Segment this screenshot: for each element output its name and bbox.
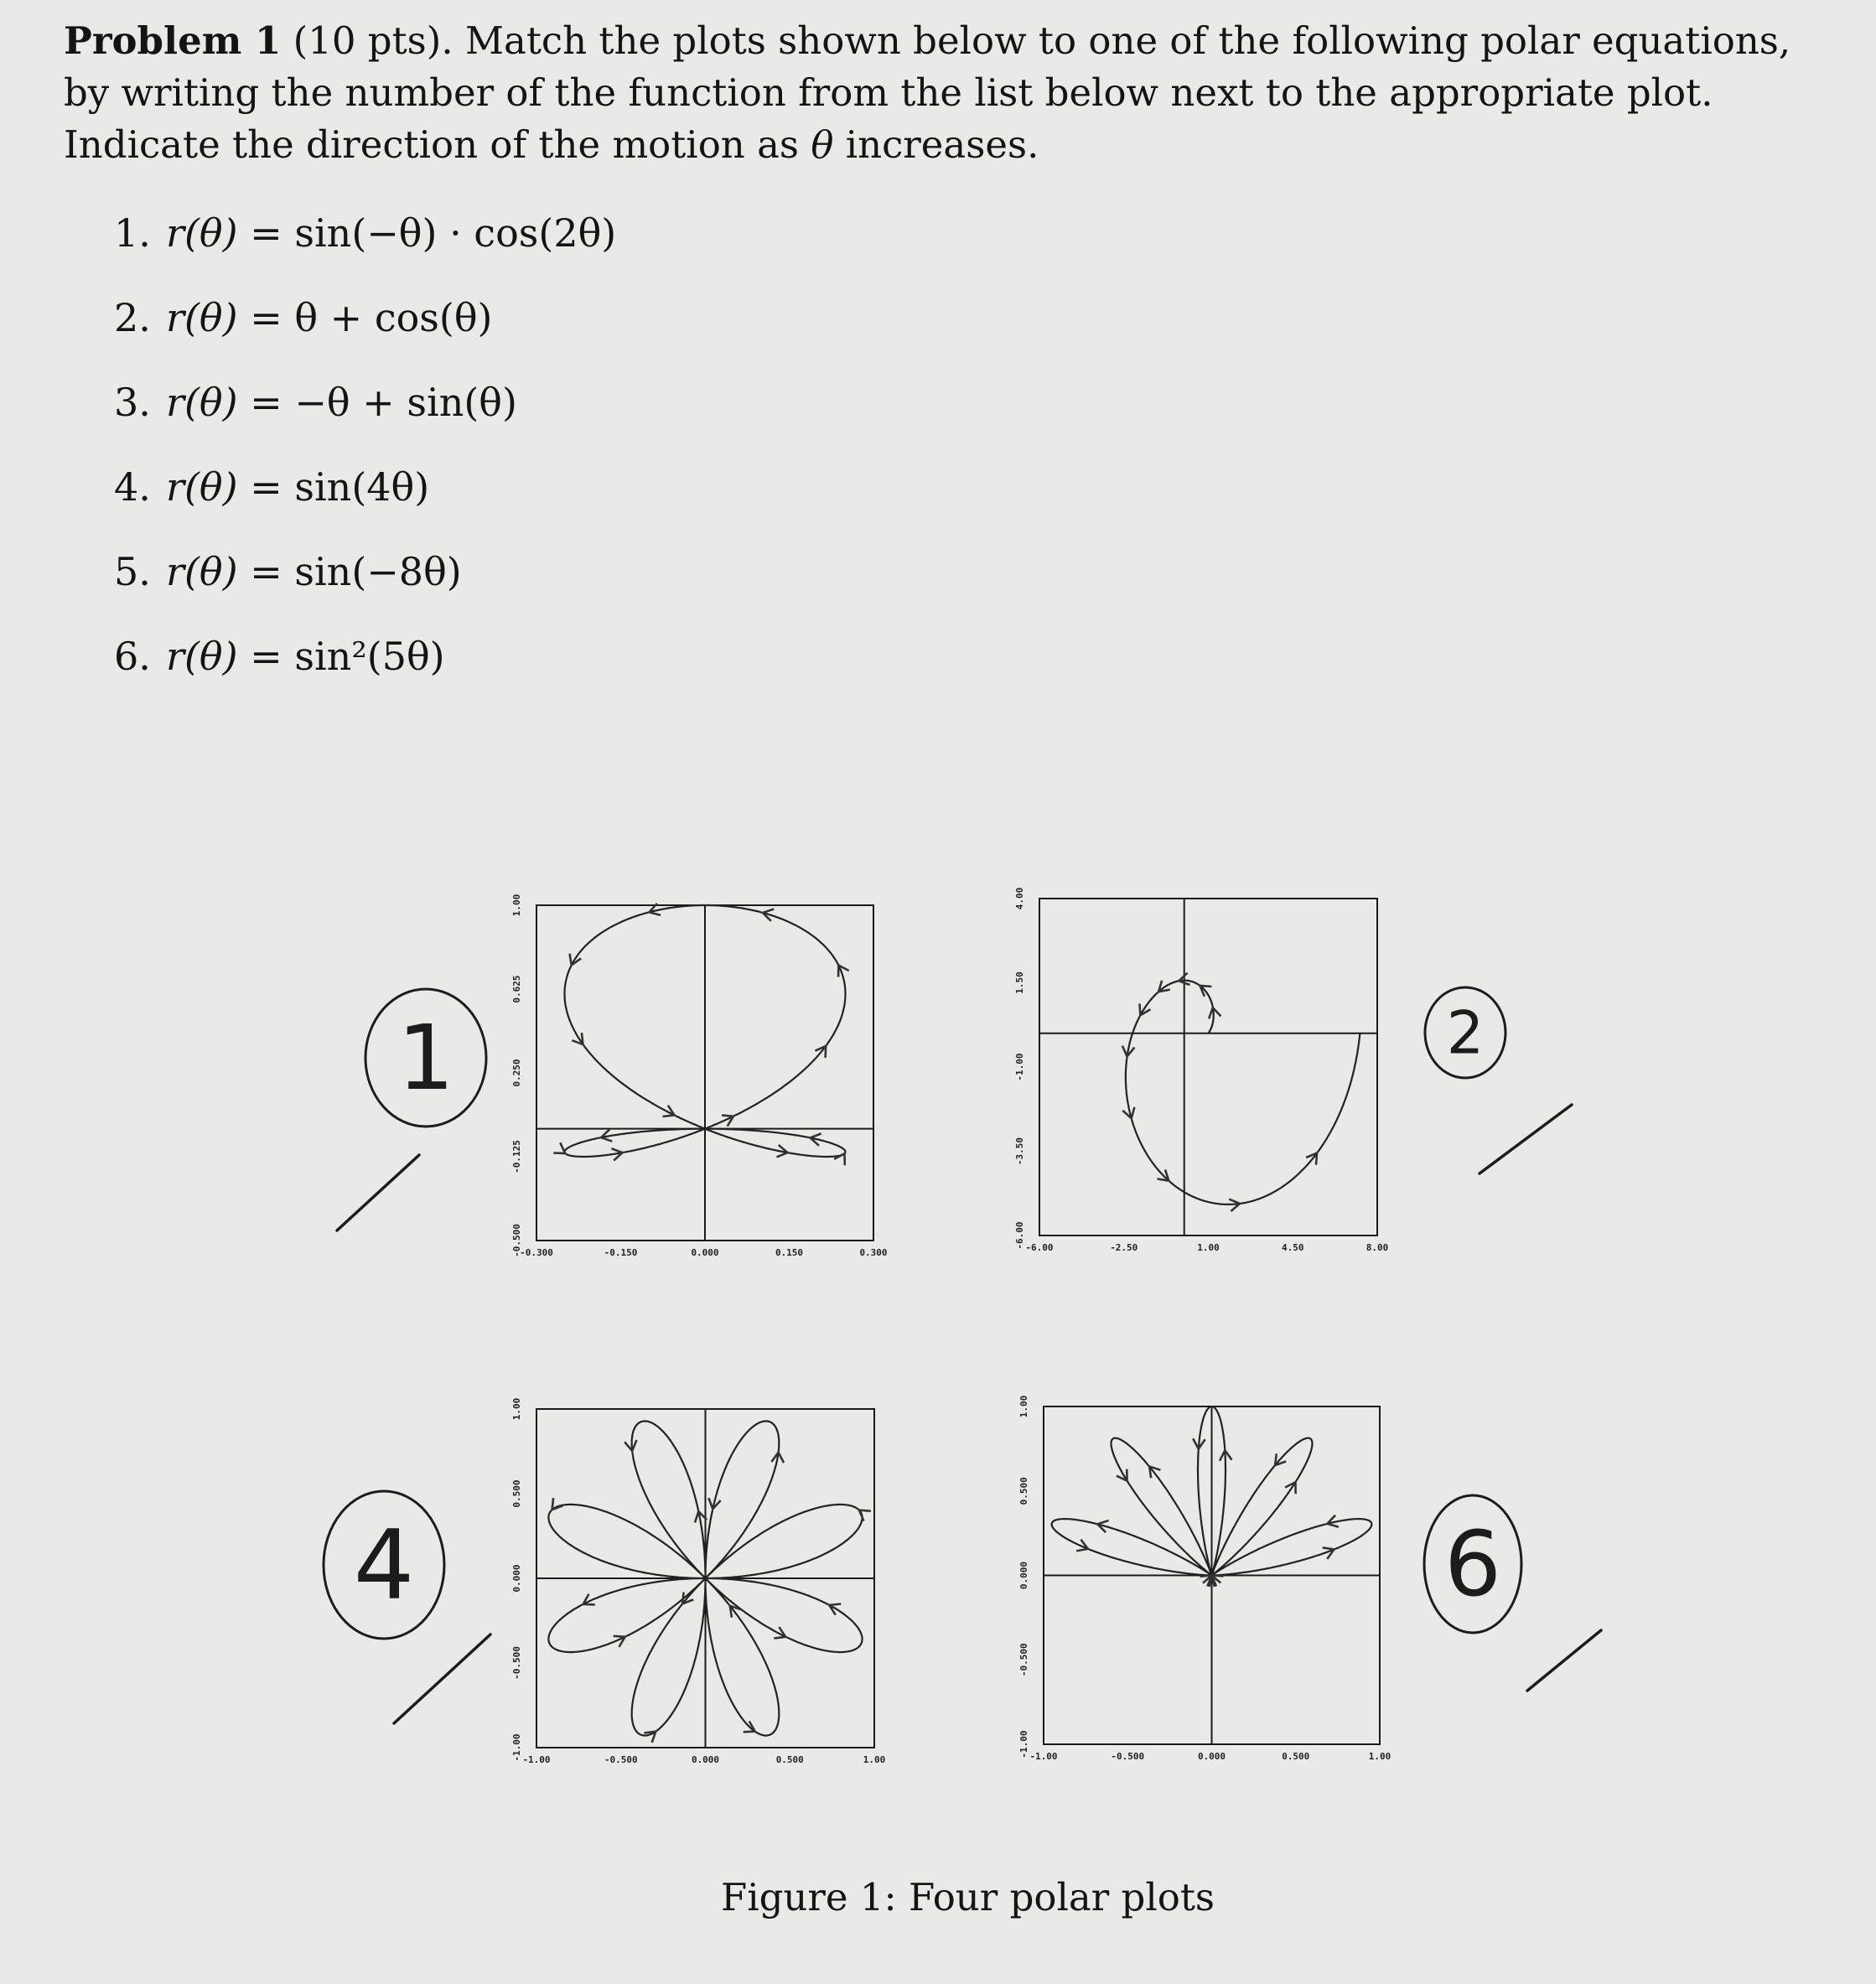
y-tick-label: -3.50 — [1014, 1137, 1025, 1166]
equation-number: 6. — [114, 634, 151, 679]
direction-arrow — [838, 966, 849, 977]
equation-lhs: r(θ) — [166, 380, 238, 425]
figure-caption: Figure 1: Four polar plots — [721, 1875, 1215, 1919]
polar-curve — [1126, 981, 1360, 1204]
y-tick-label: -1.00 — [1018, 1730, 1029, 1759]
x-tick-label: -2.50 — [1110, 1242, 1138, 1253]
polar-plot-1 — [337, 894, 888, 1258]
check-mark — [394, 1634, 490, 1723]
x-tick-label: -0.150 — [604, 1247, 638, 1258]
x-tick-label: 0.300 — [859, 1247, 888, 1258]
theta-symbol: θ — [811, 122, 834, 167]
y-tick-label: 0.250 — [511, 1059, 522, 1087]
equation-rhs: = sin(−θ) · cos(2θ) — [250, 210, 617, 256]
y-tick-label: -0.500 — [511, 1224, 522, 1257]
equation-number: 5. — [114, 549, 151, 594]
x-tick-label: 0.500 — [775, 1754, 804, 1765]
direction-arrow — [1285, 1482, 1296, 1494]
plot-frame — [1039, 899, 1377, 1235]
y-tick-label: -6.00 — [1014, 1221, 1025, 1250]
handwritten-plot-number: 2 — [1446, 998, 1485, 1068]
x-tick-label: 0.000 — [691, 1247, 719, 1258]
x-tick-label: -0.500 — [604, 1754, 638, 1765]
check-mark — [337, 1155, 419, 1230]
direction-arrow — [1140, 1003, 1151, 1015]
y-tick-label: 0.000 — [511, 1564, 522, 1593]
check-mark — [1480, 1105, 1572, 1173]
handwritten-plot-number: 1 — [396, 1006, 455, 1111]
direction-arrow — [859, 1510, 871, 1521]
polar-plot-4 — [1018, 1396, 1601, 1762]
equation-lhs: r(θ) — [166, 295, 238, 340]
x-tick-label: -6.00 — [1025, 1242, 1054, 1253]
x-tick-label: 1.00 — [863, 1754, 886, 1765]
x-tick-label: 0.000 — [1197, 1751, 1226, 1762]
x-tick-label: 1.00 — [1197, 1242, 1220, 1253]
problem-points: (10 pts). — [293, 18, 453, 63]
x-tick-label: 1.00 — [1368, 1751, 1391, 1762]
y-tick-label: 1.00 — [1018, 1395, 1029, 1418]
equation-lhs: r(θ) — [166, 464, 238, 510]
y-tick-label: 0.500 — [511, 1479, 522, 1508]
direction-arrow — [552, 1498, 563, 1510]
handwritten-plot-number: 6 — [1443, 1512, 1502, 1617]
y-tick-label: -0.500 — [511, 1646, 522, 1680]
problem-instructions-end: increases. — [833, 122, 1039, 167]
polar-plot-3 — [324, 1398, 885, 1765]
y-tick-label: 1.00 — [511, 1397, 522, 1421]
x-tick-label: -0.500 — [1111, 1751, 1145, 1762]
y-tick-label: 4.00 — [1014, 887, 1025, 910]
equation-rhs: = sin²(5θ) — [250, 634, 445, 679]
equation-rhs: = sin(4θ) — [250, 464, 430, 510]
x-tick-label: -1.00 — [1029, 1751, 1058, 1762]
y-tick-label: 0.000 — [1018, 1561, 1029, 1590]
equation-rhs: = sin(−8θ) — [250, 549, 462, 594]
x-tick-label: 0.500 — [1282, 1751, 1310, 1762]
problem-title: Problem 1 — [64, 18, 282, 63]
y-tick-label: 0.625 — [511, 975, 522, 1003]
equation-number: 4. — [114, 464, 151, 510]
x-tick-label: 0.000 — [691, 1754, 720, 1765]
y-tick-label: 0.500 — [1018, 1477, 1029, 1505]
x-tick-label: 4.50 — [1282, 1242, 1304, 1253]
y-tick-label: 1.00 — [511, 894, 522, 917]
y-tick-label: -0.125 — [511, 1140, 522, 1173]
x-tick-label: 0.150 — [775, 1247, 804, 1258]
direction-arrow — [829, 1604, 841, 1615]
equation-rhs: = −θ + sin(θ) — [250, 380, 517, 425]
equation-number: 1. — [114, 210, 151, 256]
x-tick-label: 8.00 — [1366, 1242, 1389, 1253]
polar-plot-2 — [1014, 888, 1572, 1253]
y-tick-label: -0.500 — [1018, 1643, 1029, 1677]
y-tick-label: -1.00 — [511, 1733, 522, 1762]
handwritten-plot-number: 4 — [353, 1509, 415, 1621]
equation-lhs: r(θ) — [166, 210, 238, 256]
x-tick-label: -0.300 — [520, 1247, 553, 1258]
direction-arrow — [553, 1142, 565, 1153]
equation-lhs: r(θ) — [166, 549, 238, 594]
y-tick-label: -1.00 — [1014, 1053, 1025, 1081]
x-tick-label: -1.00 — [522, 1754, 551, 1765]
equation-number: 2. — [114, 295, 151, 340]
y-tick-label: 1.50 — [1014, 971, 1025, 994]
equation-rhs: = θ + cos(θ) — [250, 295, 493, 340]
equation-lhs: r(θ) — [166, 634, 238, 679]
direction-arrow — [624, 1440, 636, 1451]
problem-instructions: Match the plots shown below to one of the following polar equations, by writing the number of the function from the list below next to the appropriate plot. Indicate the direction of the motion as — [64, 18, 1791, 167]
equation-number: 3. — [114, 380, 151, 425]
check-mark — [1527, 1630, 1601, 1691]
direction-arrow — [1209, 1008, 1220, 1018]
